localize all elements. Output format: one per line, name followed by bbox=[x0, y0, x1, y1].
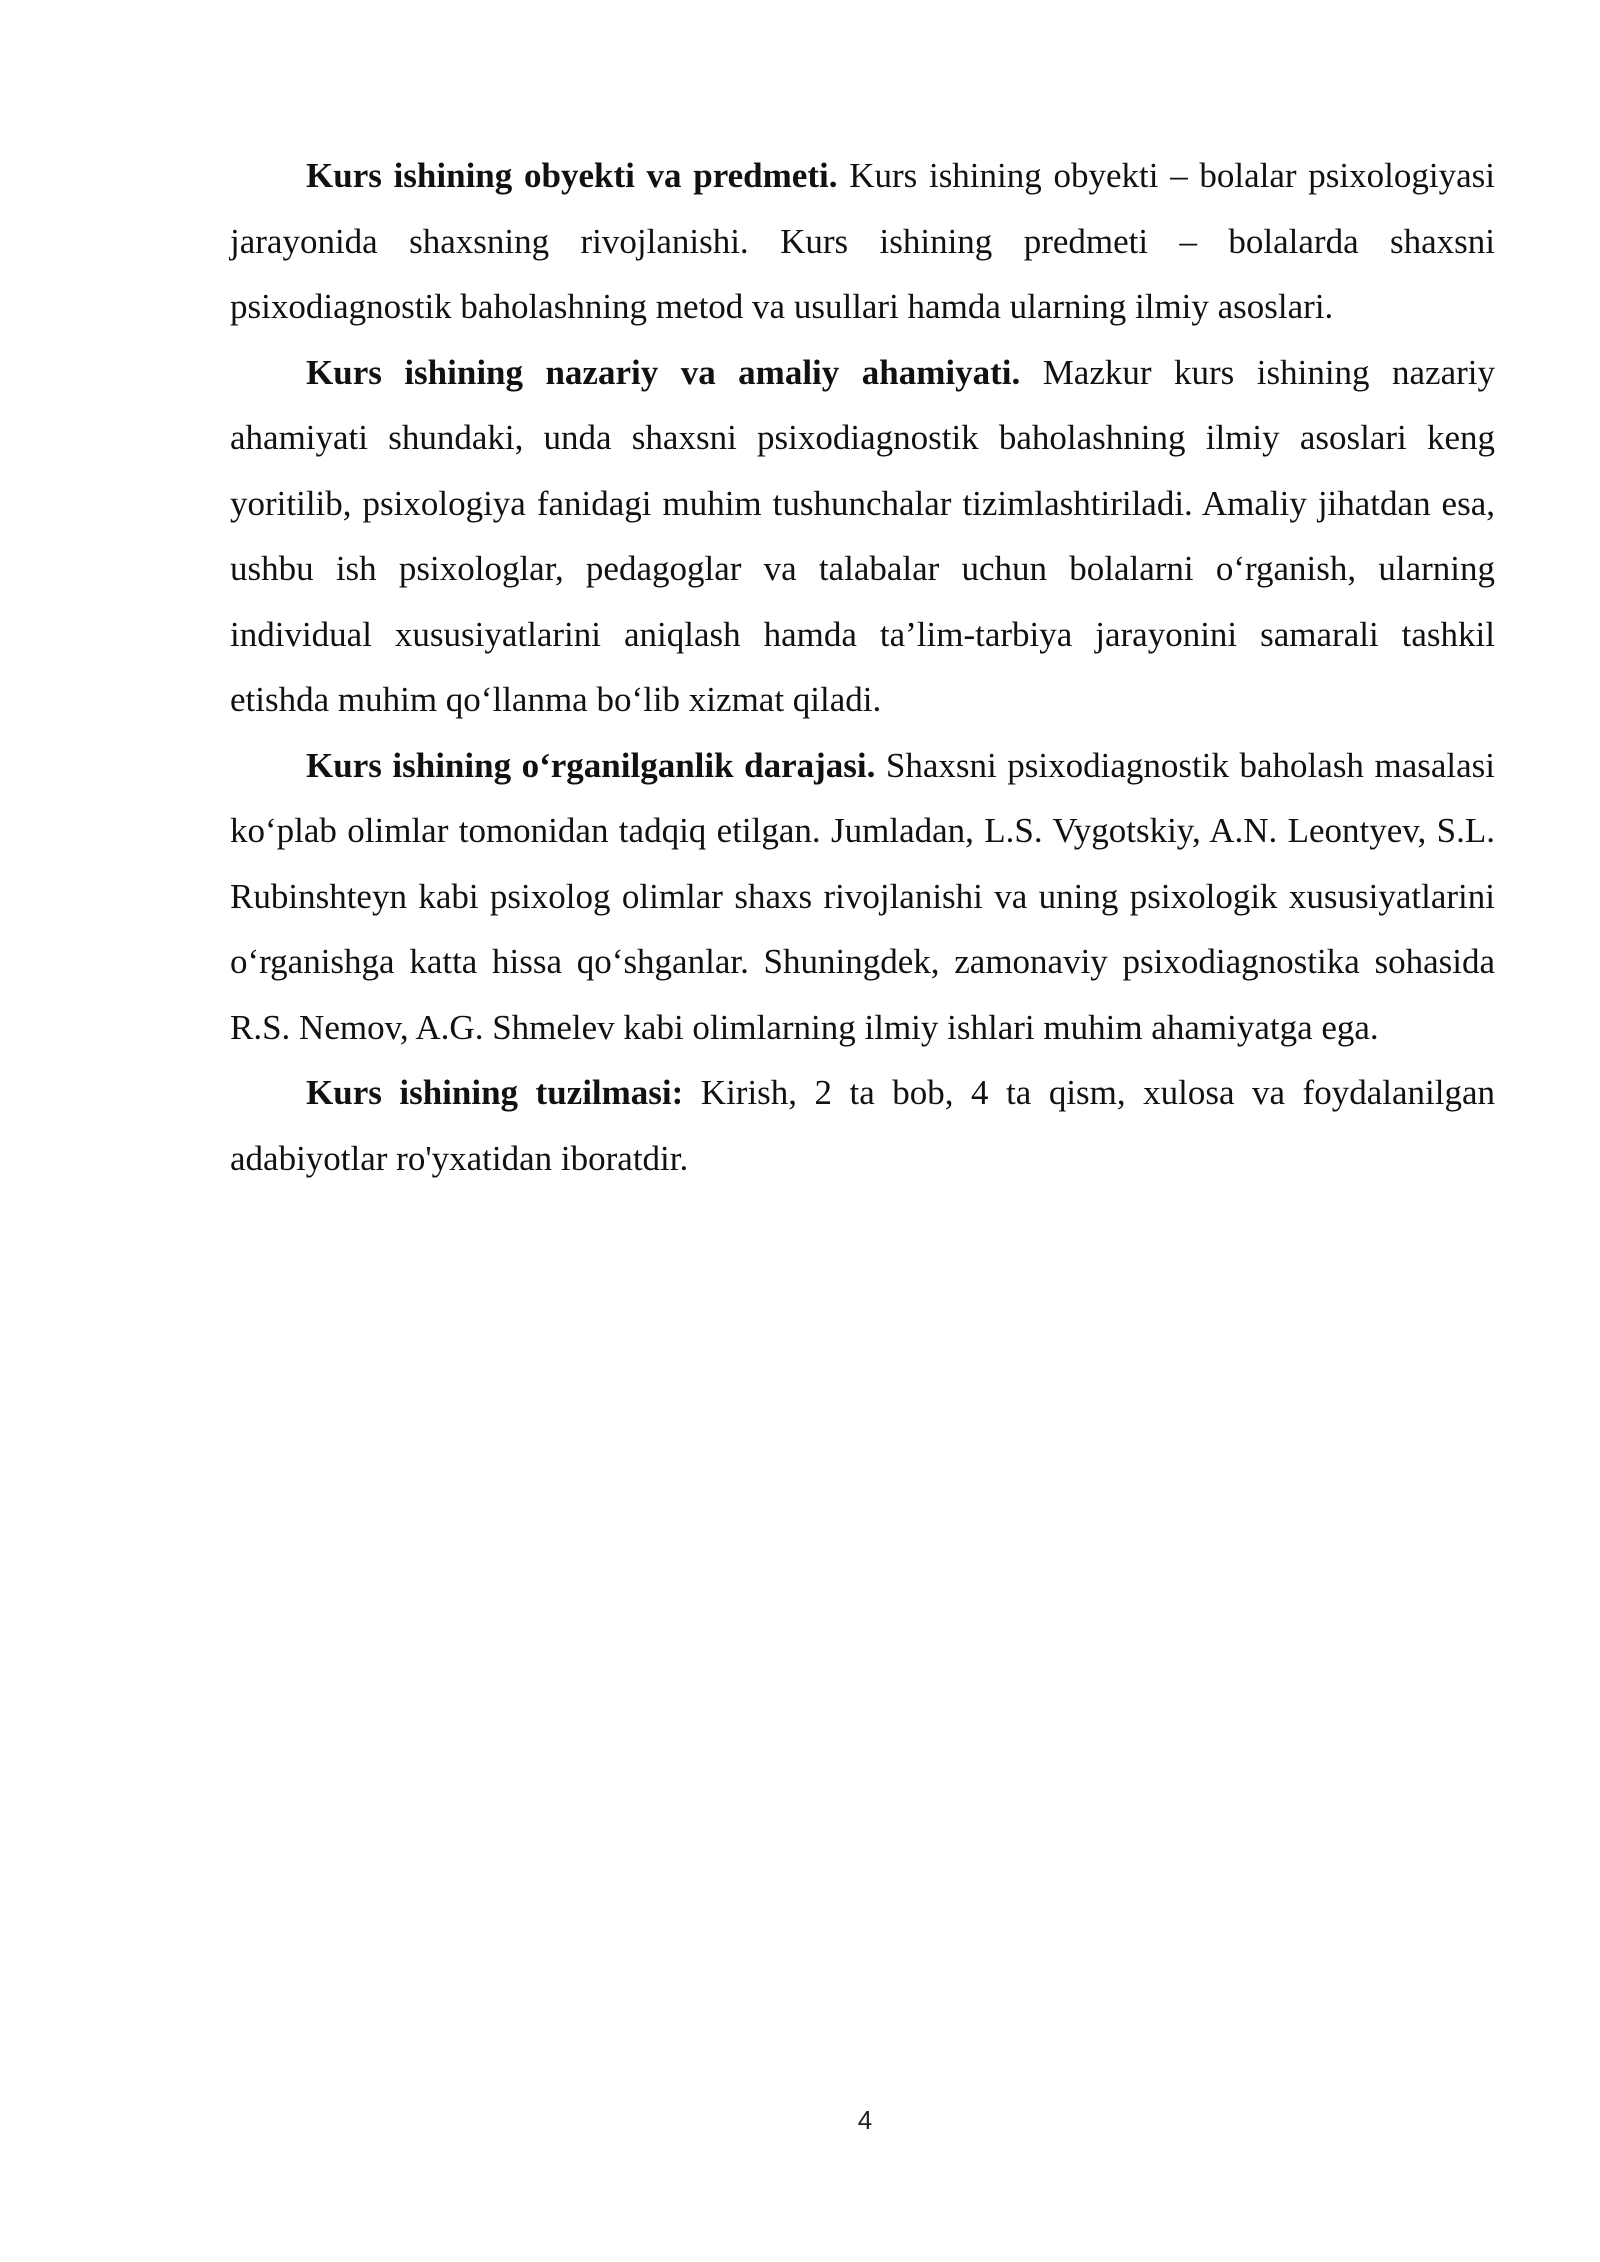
page-number: 4 bbox=[857, 2105, 873, 2135]
paragraph-heading: Kurs ishining o‘rganilganlik darajasi. bbox=[306, 745, 876, 785]
paragraph-text: Kurs ishining obyekti – bolalar psixologiyasi jarayonida shaxsning rivojlanishi. Kurs ishining predmeti – bolalarda shaxsni psixodiagnostik baholashning metod va usullari hamda ularning ilmiy asoslari. bbox=[230, 156, 1495, 326]
document-body bbox=[230, 143, 1495, 1191]
paragraph-research-level bbox=[230, 733, 1495, 1061]
paragraph-heading: Kurs ishining tuzilmasi: bbox=[306, 1073, 684, 1112]
paragraph-text: Kirish, 2 ta bob, 4 ta qism, xulosa va foydalanilgan adabiyotlar ro'yxatidan iboratdir. bbox=[230, 1073, 1495, 1178]
paragraph-text: Shaxsni psixodiagnostik baholash masalasi ko‘plab olimlar tomonidan tadqiq etilgan. Jumladan, L.S. Vygotskiy, A.N. Leontyev, S.L. Rubinshteyn kabi psixolog olimlar shaxs rivojlanishi va uning psixologik xususiyatlarini o‘rganishga katta hissa qo‘shganlar. Shuningdek, zamonaviy psixodiagnostika sohasida R.S. Nemov, A.G. Shmelev kabi olimlarning ilmiy ishlari muhim ahamiyatga ega. bbox=[230, 745, 1495, 1047]
paragraph-heading: Kurs ishining obyekti va predmeti. bbox=[306, 156, 838, 195]
paragraph-structure bbox=[230, 1060, 1495, 1191]
paragraph-text: Mazkur kurs ishining nazariy ahamiyati shundaki, unda shaxsni psixodiagnostik baholashning ilmiy asoslari keng yoritilib, psixologiya fanidagi muhim tushunchalar tizimlashtiriladi. Amaliy jihatdan esa, ushbu ish psixologlar, pedagoglar va talabalar uchun bolalarni o‘rganish, ularning individual xususiyatlarini aniqlash hamda ta’lim-tarbiya jarayonini samarali tashkil etishda muhim qo‘llanma bo‘lib xizmat qiladi. bbox=[230, 352, 1495, 719]
paragraph-object-subject bbox=[230, 143, 1495, 340]
paragraph-heading: Kurs ishining nazariy va amaliy ahamiyati. bbox=[306, 352, 1021, 392]
paragraph-significance bbox=[230, 340, 1495, 733]
